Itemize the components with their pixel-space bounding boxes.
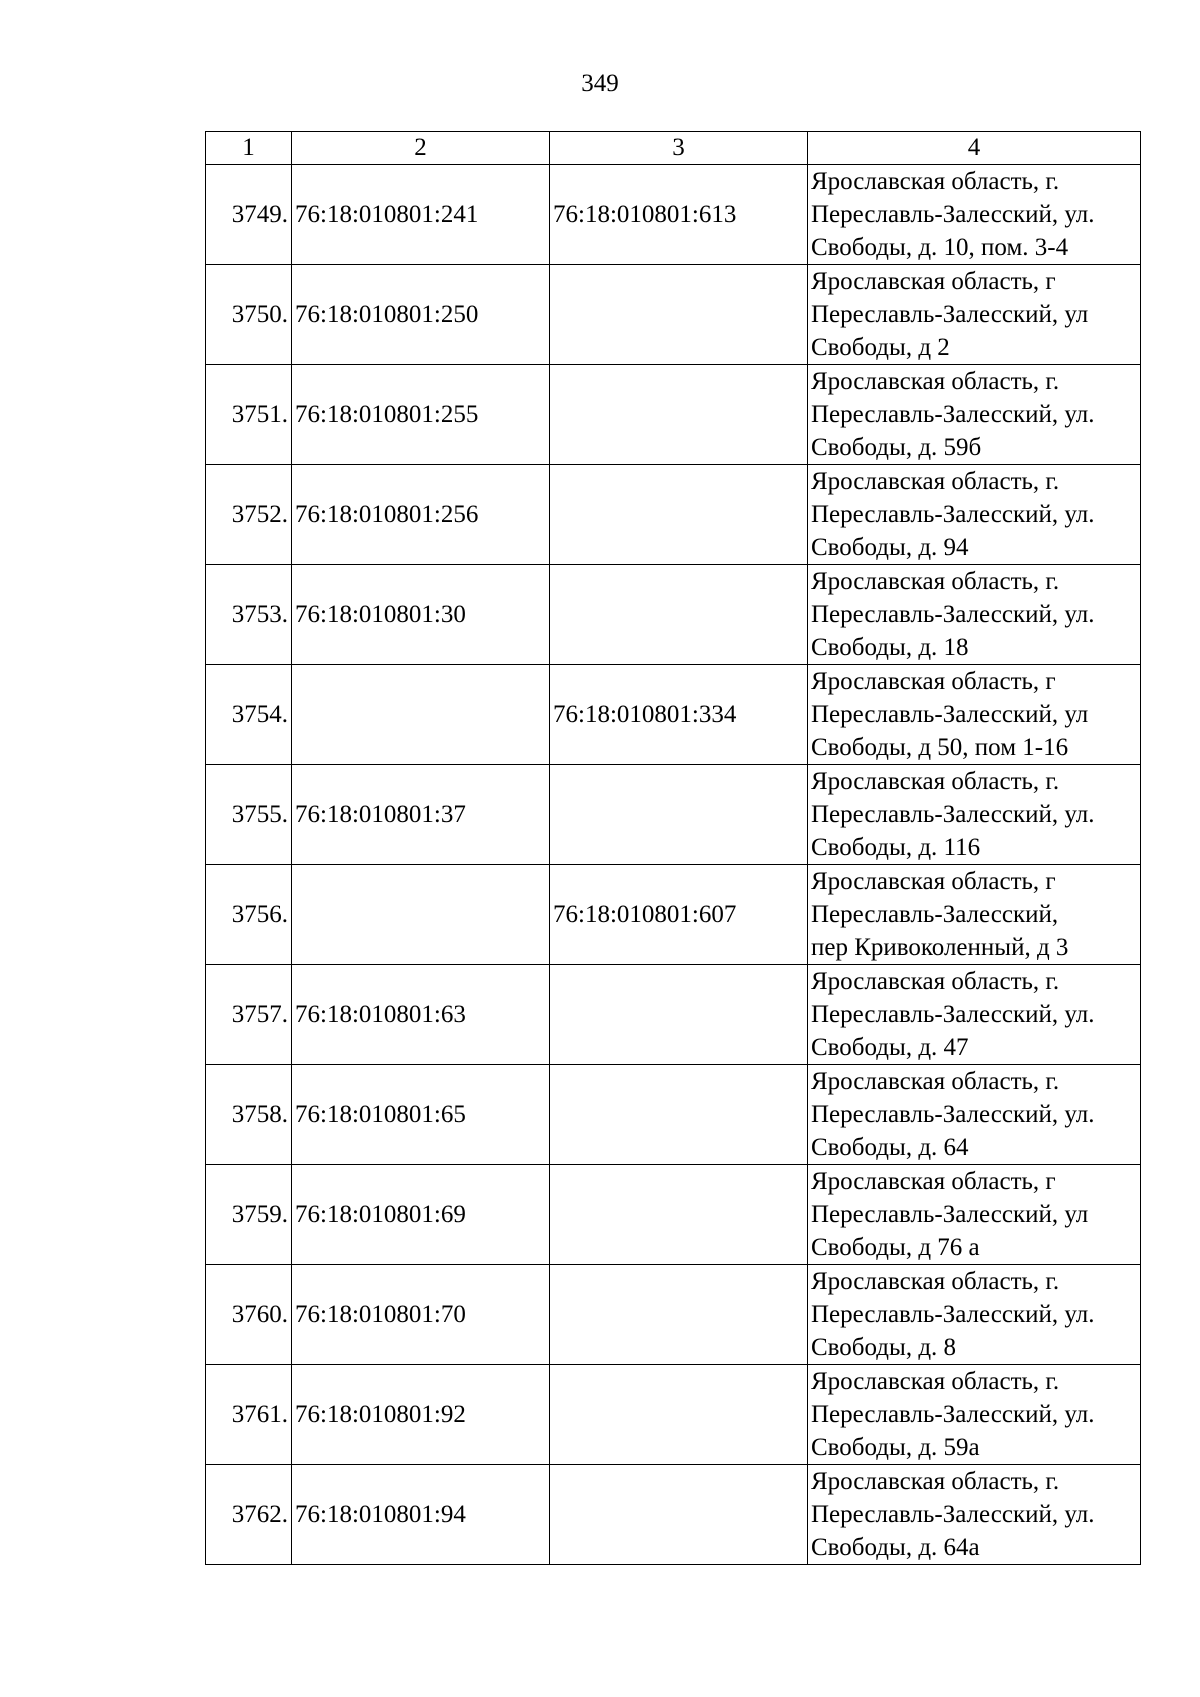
cadastral-number-cell: 76:18:010801:70 — [292, 1265, 550, 1365]
row-number-cell: 3752. — [206, 465, 292, 565]
cadastral-number-cell: 76:18:010801:63 — [292, 965, 550, 1065]
header-cell-2: 2 — [292, 132, 550, 165]
header-cell-4: 4 — [808, 132, 1141, 165]
address-line: Переславль-Залесский, — [811, 901, 1059, 928]
address-cell — [808, 1365, 1141, 1465]
address-line: Ярославская область, г. — [811, 468, 1060, 495]
related-number-cell: 76:18:010801:334 — [550, 665, 808, 765]
table-body — [206, 132, 1141, 1565]
address-line: Переславль-Залесский, ул — [811, 1201, 1089, 1228]
related-number-cell — [550, 1265, 808, 1365]
row-number-cell: 3760. — [206, 1265, 292, 1365]
table-row — [206, 665, 1141, 765]
address-line: Свободы, д. 10, пом. 3-4 — [811, 234, 1069, 261]
page-number: 349 — [581, 70, 619, 97]
address-line: Свободы, д. 8 — [811, 1334, 957, 1361]
row-number-cell: 3757. — [206, 965, 292, 1065]
address-line: Ярославская область, г. — [811, 768, 1060, 795]
row-number-cell: 3753. — [206, 565, 292, 665]
row-number-cell: 3762. — [206, 1465, 292, 1565]
cadastral-number-cell: 76:18:010801:30 — [292, 565, 550, 665]
address-line: Свободы, д 50, пом 1-16 — [811, 734, 1069, 761]
address-line: Свободы, д 2 — [811, 334, 950, 361]
address-line: Переславль-Залесский, ул. — [811, 401, 1095, 428]
header-cell-1: 1 — [206, 132, 292, 165]
address-line: Свободы, д. 94 — [811, 534, 969, 561]
address-line: Свободы, д. 59а — [811, 1434, 980, 1461]
address-line: Ярославская область, г. — [811, 1468, 1060, 1495]
related-number-cell — [550, 965, 808, 1065]
row-number-cell: 3756. — [206, 865, 292, 965]
address-cell — [808, 565, 1141, 665]
address-cell — [808, 1165, 1141, 1265]
address-cell — [808, 765, 1141, 865]
address-line: Ярославская область, г. — [811, 368, 1060, 395]
address-cell — [808, 265, 1141, 365]
related-number-cell — [550, 265, 808, 365]
registry-table — [205, 131, 1141, 1565]
related-number-cell — [550, 1065, 808, 1165]
address-cell — [808, 1265, 1141, 1365]
related-number-cell — [550, 365, 808, 465]
cadastral-number-cell — [292, 865, 550, 965]
address-cell — [808, 865, 1141, 965]
address-line: Переславль-Залесский, ул. — [811, 501, 1095, 528]
table-row — [206, 965, 1141, 1065]
cadastral-number-cell: 76:18:010801:256 — [292, 465, 550, 565]
table-row — [206, 565, 1141, 665]
address-line: Переславль-Залесский, ул — [811, 701, 1089, 728]
address-line: Свободы, д. 116 — [811, 834, 981, 861]
address-line: Ярославская область, г. — [811, 1368, 1060, 1395]
address-cell — [808, 165, 1141, 265]
table-row — [206, 265, 1141, 365]
cadastral-number-cell: 76:18:010801:250 — [292, 265, 550, 365]
row-number-cell: 3761. — [206, 1365, 292, 1465]
address-line: Переславль-Залесский, ул. — [811, 1101, 1095, 1128]
cadastral-number-cell — [292, 665, 550, 765]
cadastral-number-cell: 76:18:010801:241 — [292, 165, 550, 265]
header-cell-3: 3 — [550, 132, 808, 165]
table-row — [206, 1365, 1141, 1465]
table-row — [206, 1065, 1141, 1165]
address-line: Свободы, д. 47 — [811, 1034, 969, 1061]
address-line: Ярославская область, г. — [811, 1268, 1060, 1295]
address-line: Ярославская область, г — [811, 1168, 1056, 1195]
row-number-cell: 3754. — [206, 665, 292, 765]
related-number-cell: 76:18:010801:613 — [550, 165, 808, 265]
address-line: Переславль-Залесский, ул. — [811, 801, 1095, 828]
row-number-cell: 3749. — [206, 165, 292, 265]
related-number-cell — [550, 1165, 808, 1265]
address-line: Переславль-Залесский, ул. — [811, 201, 1095, 228]
address-line: Переславль-Залесский, ул. — [811, 1401, 1095, 1428]
address-cell — [808, 465, 1141, 565]
related-number-cell — [550, 1465, 808, 1565]
address-line: Переславль-Залесский, ул. — [811, 1301, 1095, 1328]
table-row — [206, 1265, 1141, 1365]
cadastral-number-cell: 76:18:010801:94 — [292, 1465, 550, 1565]
address-cell — [808, 665, 1141, 765]
address-line: Ярославская область, г — [811, 668, 1056, 695]
address-line: Свободы, д 76 а — [811, 1234, 980, 1261]
row-number-cell: 3759. — [206, 1165, 292, 1265]
address-line: Ярославская область, г — [811, 868, 1056, 895]
address-line: Свободы, д. 64 — [811, 1134, 969, 1161]
address-line: Переславль-Залесский, ул. — [811, 1501, 1095, 1528]
address-cell — [808, 365, 1141, 465]
related-number-cell: 76:18:010801:607 — [550, 865, 808, 965]
related-number-cell — [550, 465, 808, 565]
header-row — [206, 132, 1141, 165]
address-line: пер Кривоколенный, д 3 — [811, 934, 1069, 961]
cadastral-number-cell: 76:18:010801:69 — [292, 1165, 550, 1265]
cadastral-number-cell: 76:18:010801:92 — [292, 1365, 550, 1465]
table-row — [206, 1465, 1141, 1565]
address-line: Переславль-Залесский, ул — [811, 301, 1089, 328]
table-row — [206, 1165, 1141, 1265]
row-number-cell: 3750. — [206, 265, 292, 365]
cadastral-number-cell: 76:18:010801:65 — [292, 1065, 550, 1165]
address-line: Переславль-Залесский, ул. — [811, 601, 1095, 628]
table-row — [206, 165, 1141, 265]
address-cell — [808, 1465, 1141, 1565]
address-line: Ярославская область, г — [811, 268, 1056, 295]
table-row — [206, 365, 1141, 465]
row-number-cell: 3751. — [206, 365, 292, 465]
cadastral-number-cell: 76:18:010801:255 — [292, 365, 550, 465]
address-cell — [808, 965, 1141, 1065]
address-cell — [808, 1065, 1141, 1165]
address-line: Ярославская область, г. — [811, 1068, 1060, 1095]
address-line: Свободы, д. 18 — [811, 634, 969, 661]
cadastral-number-cell: 76:18:010801:37 — [292, 765, 550, 865]
row-number-cell: 3758. — [206, 1065, 292, 1165]
related-number-cell — [550, 765, 808, 865]
table-row — [206, 865, 1141, 965]
address-line: Свободы, д. 59б — [811, 434, 982, 461]
related-number-cell — [550, 565, 808, 665]
address-line: Переславль-Залесский, ул. — [811, 1001, 1095, 1028]
address-line: Ярославская область, г. — [811, 168, 1060, 195]
address-line: Ярославская область, г. — [811, 568, 1060, 595]
table-row — [206, 465, 1141, 565]
related-number-cell — [550, 1365, 808, 1465]
row-number-cell: 3755. — [206, 765, 292, 865]
address-line: Свободы, д. 64а — [811, 1534, 980, 1561]
table-row — [206, 765, 1141, 865]
address-line: Ярославская область, г. — [811, 968, 1060, 995]
